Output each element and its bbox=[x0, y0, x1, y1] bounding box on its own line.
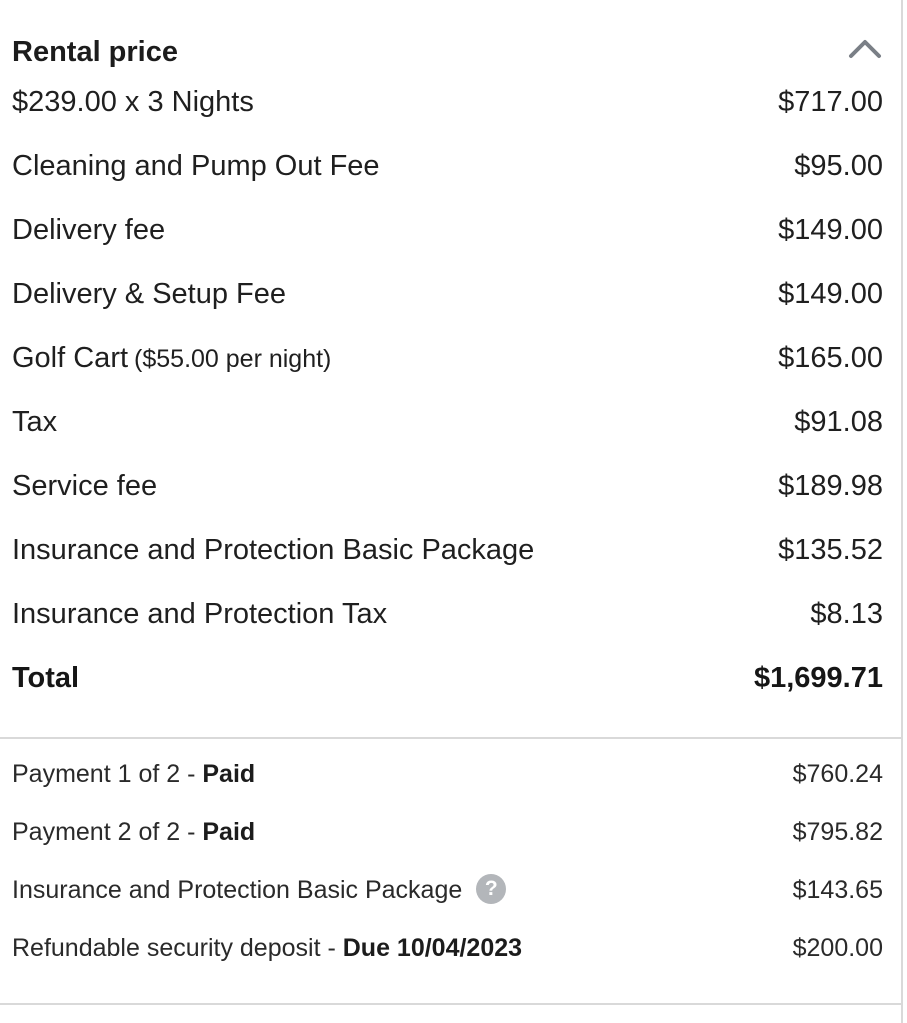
line-item-amount: $165.00 bbox=[778, 342, 883, 374]
line-item-tax bbox=[12, 394, 883, 458]
line-item-amount: $135.52 bbox=[778, 534, 883, 566]
security-deposit-row bbox=[12, 922, 883, 980]
total-amount: $1,699.71 bbox=[753, 662, 883, 694]
help-icon[interactable]: ? bbox=[476, 874, 506, 904]
section-title: Rental price bbox=[12, 36, 178, 68]
chevron-up-icon[interactable] bbox=[847, 34, 883, 64]
line-item-service-fee bbox=[12, 458, 883, 522]
payment-amount: $200.00 bbox=[792, 934, 883, 962]
line-item-cleaning-fee bbox=[12, 138, 883, 202]
payment-status: Paid bbox=[202, 818, 256, 846]
line-item-amount: $95.00 bbox=[794, 150, 883, 182]
total-label: Total bbox=[12, 662, 80, 694]
line-item-label: Tax bbox=[12, 406, 58, 438]
line-item-label: Cleaning and Pump Out Fee bbox=[12, 150, 380, 182]
payment-label-wrapper bbox=[12, 934, 522, 963]
line-item-sublabel: ($55.00 per night) bbox=[134, 345, 332, 373]
line-item-amount: $149.00 bbox=[778, 278, 883, 310]
insurance-payment-row bbox=[12, 864, 883, 922]
line-item-golf-cart bbox=[12, 330, 883, 394]
line-item-label: Delivery fee bbox=[12, 214, 166, 246]
payment-label-wrapper bbox=[12, 876, 506, 906]
payment-label: Payment 1 of 2 - bbox=[12, 760, 203, 788]
line-item-amount: $717.00 bbox=[778, 86, 883, 118]
payment-amount: $143.65 bbox=[792, 876, 883, 904]
price-breakdown-list bbox=[12, 74, 883, 714]
payment-label-wrapper bbox=[12, 760, 255, 789]
line-item-label: Delivery & Setup Fee bbox=[12, 278, 287, 310]
payment-schedule-list bbox=[12, 748, 883, 980]
payment-amount: $795.82 bbox=[792, 818, 883, 846]
payment-status: Paid bbox=[202, 760, 256, 788]
total-row bbox=[12, 650, 883, 714]
payment-row-1 bbox=[12, 748, 883, 806]
line-item-delivery-setup-fee bbox=[12, 266, 883, 330]
payment-row-2 bbox=[12, 806, 883, 864]
payment-label: Insurance and Protection Basic Package bbox=[12, 876, 463, 904]
line-item-label: $239.00 x 3 Nights bbox=[12, 86, 254, 118]
line-item-label: Insurance and Protection Basic Package bbox=[12, 534, 535, 566]
section-divider bbox=[0, 737, 903, 739]
line-item-delivery-fee bbox=[12, 202, 883, 266]
line-item-label-wrapper bbox=[12, 342, 331, 375]
line-item-amount: $8.13 bbox=[810, 598, 883, 630]
payment-label: Refundable security deposit - bbox=[12, 934, 343, 962]
section-divider bbox=[0, 1003, 903, 1005]
payment-amount: $760.24 bbox=[792, 760, 883, 788]
payment-label: Payment 2 of 2 - bbox=[12, 818, 203, 846]
line-item-label: Service fee bbox=[12, 470, 158, 502]
line-item-insurance-tax bbox=[12, 586, 883, 650]
line-item-label: Golf Cart bbox=[12, 342, 129, 374]
payment-label-wrapper bbox=[12, 818, 255, 847]
line-item-amount: $91.08 bbox=[794, 406, 883, 438]
payment-status: Due 10/04/2023 bbox=[342, 934, 523, 962]
rental-price-header[interactable] bbox=[12, 30, 883, 74]
line-item-label: Insurance and Protection Tax bbox=[12, 598, 388, 630]
line-item-amount: $189.98 bbox=[778, 470, 883, 502]
line-item-insurance-package bbox=[12, 522, 883, 586]
line-item-nights bbox=[12, 74, 883, 138]
line-item-amount: $149.00 bbox=[778, 214, 883, 246]
